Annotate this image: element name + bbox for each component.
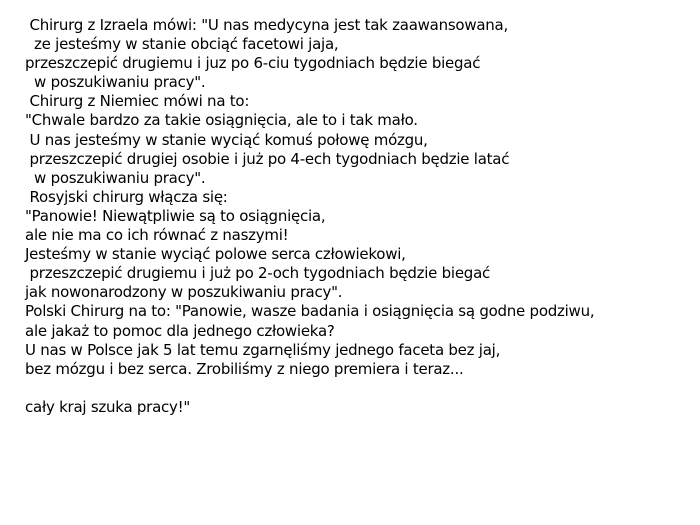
- text-line: przeszczepić drugiemu i juz po 6-ciu tygodniach będzie biegać: [25, 54, 481, 73]
- text-line: ale nie ma co ich równać z naszymi!: [25, 226, 289, 245]
- text-line: w poszukiwaniu pracy".: [25, 73, 206, 92]
- joke-text-block: [25, 16, 690, 417]
- text-line: przeszczepić drugiej osobie i już po 4-ech tygodniach będzie latać: [25, 149, 510, 168]
- text-line: "Chwale bardzo za takie osiągnięcia, ale to i tak mało.: [25, 111, 418, 130]
- text-line: jak nowonarodzony w poszukiwaniu pracy".: [25, 283, 343, 302]
- text-line: U nas w Polsce jak 5 lat temu zgarnęliśmy jednego faceta bez jaj,: [25, 340, 501, 359]
- text-line: "Panowie! Niewątpliwie są to osiągnięcia,: [25, 206, 326, 225]
- text-line: U nas jesteśmy w stanie wyciąć komuś połowę mózgu,: [25, 130, 428, 149]
- text-line: Jesteśmy w stanie wyciąć polowe serca człowiekowi,: [25, 245, 406, 264]
- text-line: cały kraj szuka pracy!": [25, 397, 191, 416]
- text-line-blank: [25, 379, 690, 398]
- text-line: Polski Chirurg na to: "Panowie, wasze badania i osiągnięcia są godne podziwu,: [25, 302, 595, 321]
- text-line: ze jesteśmy w stanie obciąć facetowi jaja,: [25, 35, 339, 54]
- text-line: Chirurg z Niemiec mówi na to:: [25, 92, 250, 111]
- text-line: Rosyjski chirurg włącza się:: [25, 187, 228, 206]
- text-line: w poszukiwaniu pracy".: [25, 168, 206, 187]
- text-line: ale jakaż to pomoc dla jednego człowieka?: [25, 321, 335, 340]
- text-line: przeszczepić drugiemu i już po 2-och tygodniach będzie biegać: [25, 264, 491, 283]
- text-line: bez mózgu i bez serca. Zrobiliśmy z niego premiera i teraz...: [25, 359, 464, 378]
- text-line: Chirurg z Izraela mówi: "U nas medycyna jest tak zaawansowana,: [25, 16, 509, 34]
